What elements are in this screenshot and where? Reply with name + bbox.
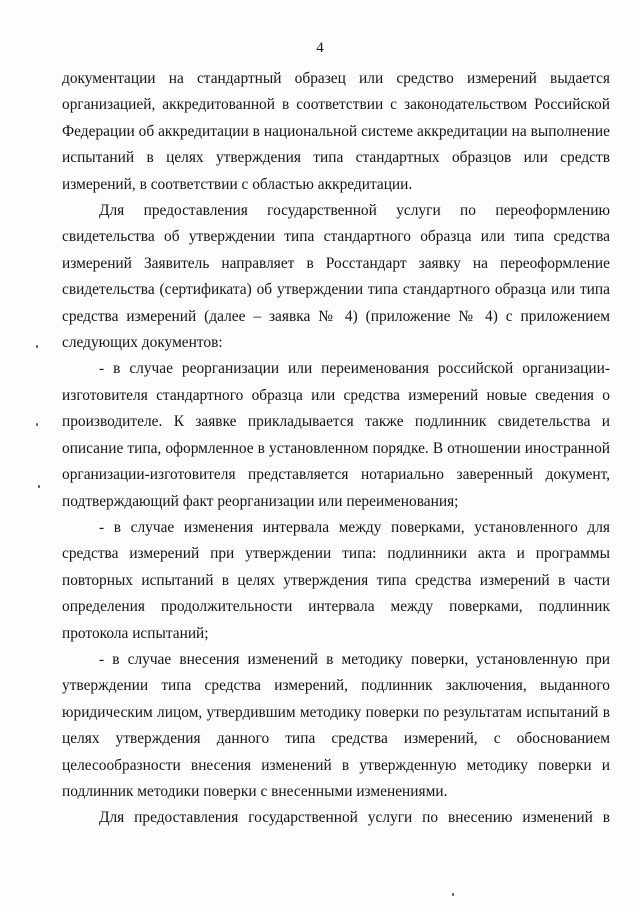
scan-speck [36,345,38,348]
page-number: 4 [316,40,324,56]
scan-speck [38,485,40,488]
scan-speck [452,893,454,896]
paragraph-verification-method-case: - в случае внесения изменений в методику поверки, установленную при утверждении типа средства измерений, подлинник заключения, выданного юридическим лицом, утвердившим методику поверки по результатам испытаний в целях утверждения данного типа средства измерений, с обоснованием целесообразности внесения изменений в утвержденную методику поверки и подлинник методики поверки с внесенными изменениями. [62,650,610,800]
paragraph-changes-service: Для предоставления государственной услуги по внесению изменений в [99,809,610,827]
paragraph-accreditation: документации на стандартный образец или средство измерений выдается организацией, аккредитованной в соответствии с законодательством Российской Федерации об аккредитации в национальной системе аккредитации на выполнение испытаний в целях утверждения типа стандартных образцов или средств измерений, в соответствии с областью аккредитации. [62,70,610,193]
paragraph-verification-interval-case: - в случае изменения интервала между поверками, установленного для средства измерений при утверждении типа: подлинники акта и программы повторных испытаний в целях утверждения типа средства измерений в части определения продолжительности интервала между поверками, подлинник протокола испытаний; [62,518,610,642]
paragraph-reissue-request: Для предоставления государственной услуги по переоформлению свидетельства об утверждении типа стандартного образца или типа средства измерений Заявитель направляет в Росстандарт заявку на переоформление свидетельства (сертификата) об утверждении типа стандартного образца или типа средства измерений (далее – заявка № 4) (приложение № 4) с приложением следующих документов: [62,202,610,352]
scan-speck [36,423,38,426]
document-body [62,66,610,832]
paragraph-reorganization-case: - в случае реорганизации или переименования российской организации-изготовителя стандартного образца или средства измерений новые сведения о производителе. К заявке прикладывается также подлинник свидетельства и описание типа, оформленное в установленном порядке. В отношении иностранной организации-изготовителя представляется нотариально заверенный документ, подтверждающий факт реорганизации или переименования; [62,360,610,510]
